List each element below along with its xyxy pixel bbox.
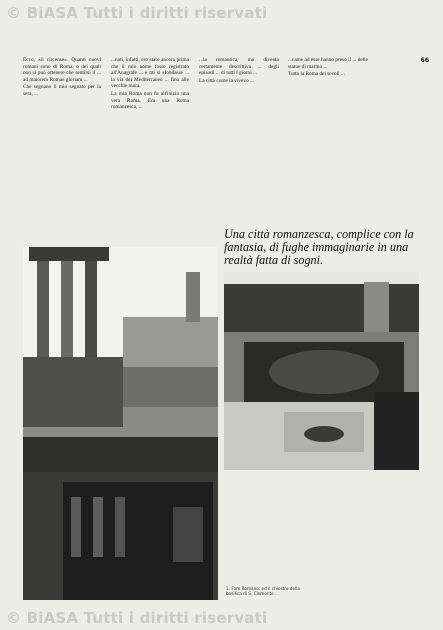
column-1-paragraph-1: Ecco, «il circense». Quanti nuovi romani sono di Roma, o dei quali non si può ottenere che sentirsi il ... ad maiorem Romae gloriam ... <box>23 57 101 83</box>
page-number: 66 <box>420 57 429 64</box>
text-column-2 <box>111 57 189 213</box>
column-1-paragraph-2: Che segnano il mio segnalo per la sera, ... <box>23 84 101 97</box>
roman-forum-image <box>23 247 218 600</box>
column-3-paragraph-2: La città come la vivevo ... <box>199 77 255 84</box>
column-4-paragraph-2: Tutta la Roma dei secoli ... <box>288 71 345 78</box>
column-4-paragraph-1: ...came ad esse hanno preso il ... delle statue di marmo ... <box>288 57 368 70</box>
photo-caption: 1. Foro Romano: ed il chiostro della basilica di S. Clemente ... <box>226 586 300 596</box>
watermark-bottom: © BiASA Tutti i diritti riservati <box>6 609 268 627</box>
text-column-4 <box>288 57 368 213</box>
photo-cloister <box>224 272 419 470</box>
column-2-paragraph-2: La mia Roma non fu all'inizio una vera Roma. Era una Roma romanzesca, ... <box>111 90 189 111</box>
cloister-image <box>224 272 419 470</box>
photo-roman-forum <box>23 247 218 600</box>
column-2-paragraph-1: ...nati, infatti, ero stato ancora prima che il mio nome fosse registrato all'Anagrafe ... e mi si sfondasse ... la via del Mediterraneo ... fino alle vecchie mura. <box>111 57 189 90</box>
pull-quote: Una città romanzesca, complice con la fantasia, di fughe immaginarie in una realtà fatta di sogni. <box>224 227 414 268</box>
text-column-1 <box>23 57 101 237</box>
text-column-3 <box>199 57 279 213</box>
watermark-top: © BiASA Tutti i diritti riservati <box>6 4 268 22</box>
column-3-paragraph-1: ...la romantica, ma diventa certamente descrittiva ... degli episodi ... di tutti i giorni ... <box>199 57 279 77</box>
